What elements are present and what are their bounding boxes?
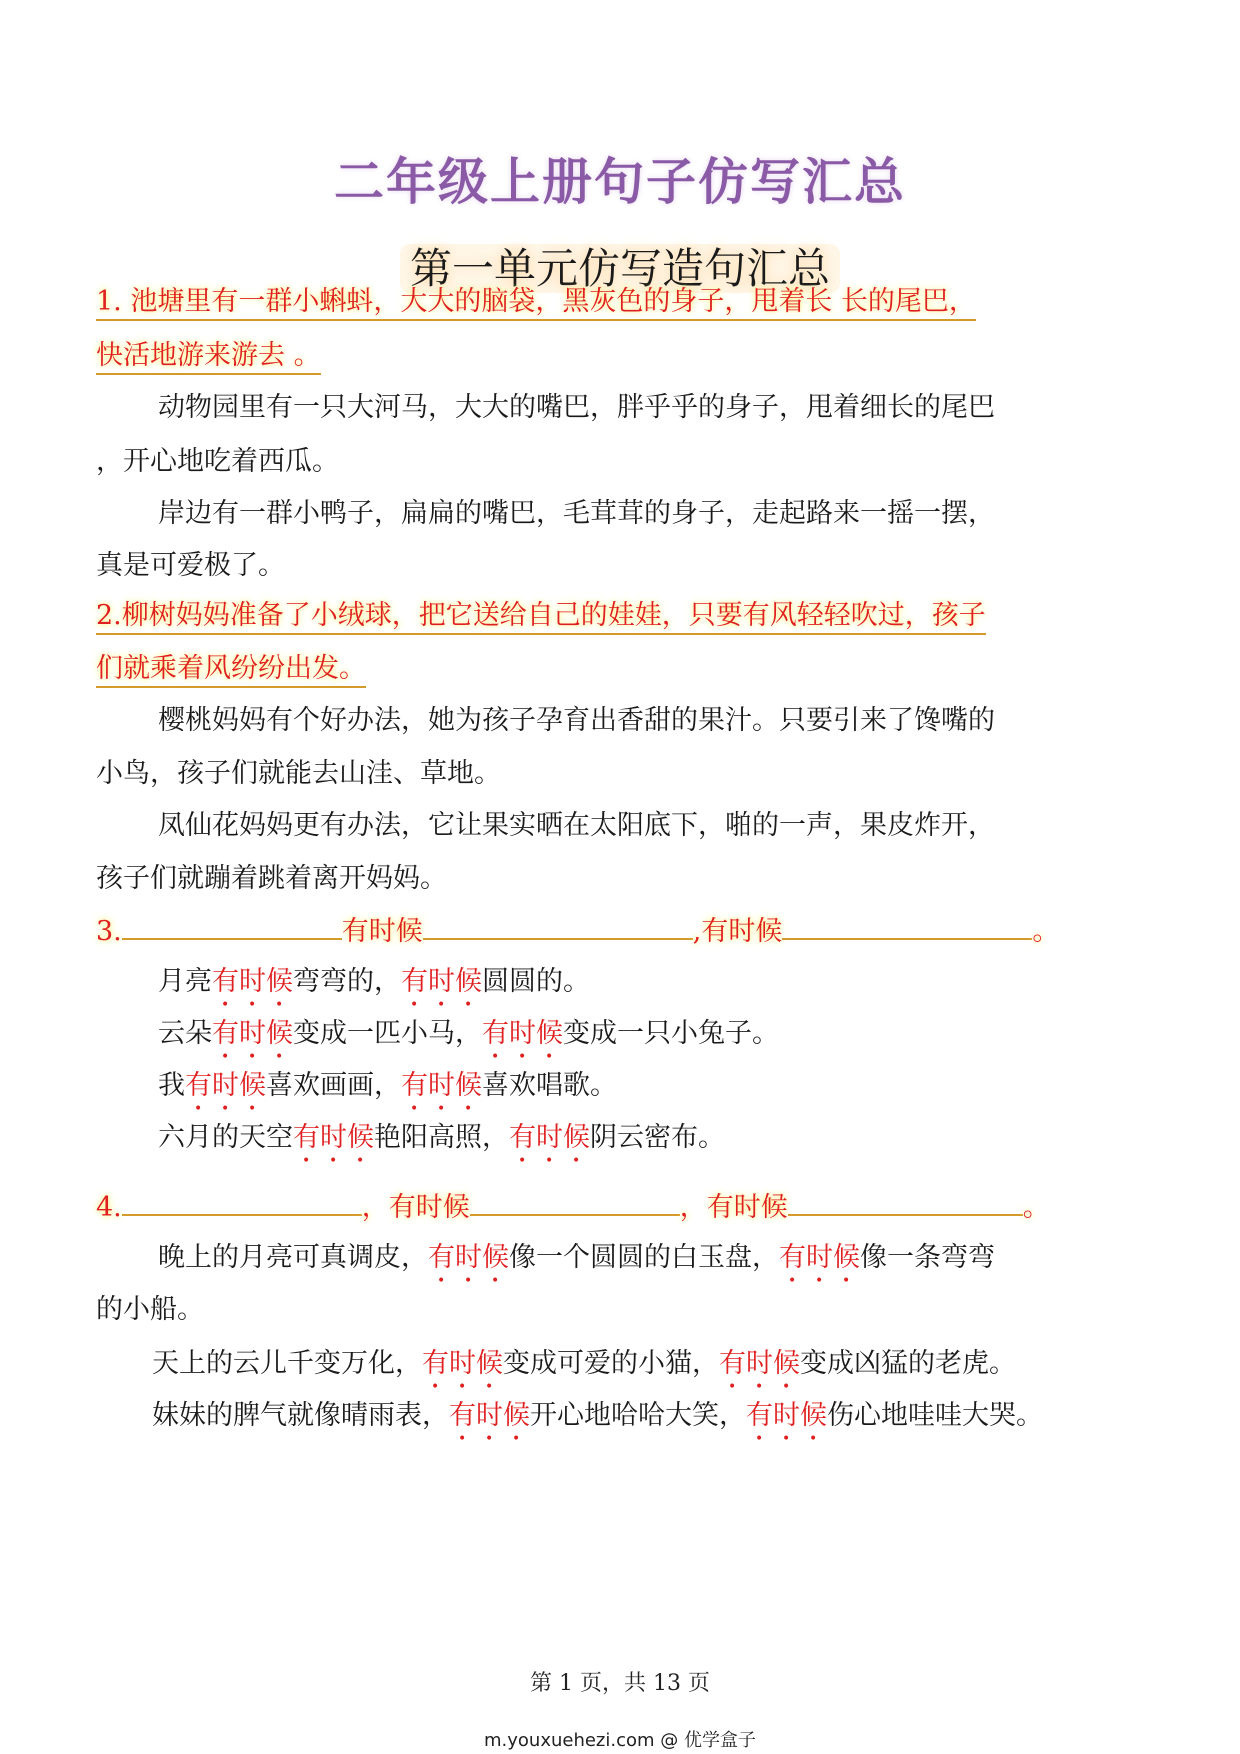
keyword-highlight: 有时候 [482, 1018, 563, 1049]
q2-line-1: 2.柳树妈妈准备了小绒球，把它送给自己的娃娃，只要有风轻轻吹过，孩子 [96, 598, 986, 634]
q2-line-2: 们就乘着风纷纷出发。 [96, 651, 366, 687]
q4-number: 4. [96, 1192, 122, 1223]
q3-keyword-1: 有时候 [341, 916, 423, 947]
keyword-highlight: 有时候 [779, 1242, 860, 1273]
keyword-highlight: 有时候 [428, 1242, 509, 1273]
q3-end: 。 [1032, 916, 1060, 947]
q3-number: 3. [96, 916, 122, 947]
q4-keyword-1: ，有时候 [361, 1192, 470, 1223]
q3-blank-3 [782, 912, 1032, 940]
q4-example-3: 妹妹的脾气就像晴雨表，有时候开心地哈哈大笑，有时候伤心地哇哇大哭。 [152, 1400, 1043, 1431]
q4-end: 。 [1022, 1192, 1050, 1223]
q3-example-3: 我有时候喜欢画画，有时候喜欢唱歌。 [158, 1070, 617, 1101]
keyword-highlight: 有时候 [422, 1348, 503, 1379]
keyword-highlight: 有时候 [401, 1070, 482, 1101]
q1-example-2-cont: 真是可爱极了。 [96, 550, 285, 581]
page-number: 第 1 页，共 13 页 [530, 1671, 710, 1696]
q1-line-1: 1. 池塘里有一群小蝌蚪，大大的脑袋，黑灰色的身子，甩着长 长的尾巴， [96, 284, 976, 320]
q2-example-2: 凤仙花妈妈更有办法，它让果实晒在太阳底下，啪的一声，果皮炸开， [158, 810, 995, 841]
keyword-highlight: 有时候 [509, 1122, 590, 1153]
q2-example-1-cont: 小鸟，孩子们就能去山洼、草地。 [96, 758, 501, 789]
q3-pattern [96, 912, 1059, 950]
page-title: 二年级上册句子仿写汇总 [334, 153, 906, 211]
q3-keyword-2: ,有时候 [692, 916, 783, 947]
keyword-highlight: 有时候 [401, 966, 482, 997]
q4-keyword-2: ，有时候 [679, 1192, 788, 1223]
keyword-highlight: 有时候 [746, 1400, 827, 1431]
keyword-highlight: 有时候 [212, 966, 293, 997]
q1-example-2: 岸边有一群小鸭子，扁扁的嘴巴，毛茸茸的身子，走起路来一摇一摆， [158, 498, 995, 529]
keyword-highlight: 有时候 [293, 1122, 374, 1153]
q4-blank-1 [122, 1188, 362, 1216]
keyword-highlight: 有时候 [212, 1018, 293, 1049]
q3-example-4: 六月的天空有时候艳阳高照，有时候阴云密布。 [158, 1122, 725, 1153]
q1-line-2: 快活地游来游去 。 [96, 338, 321, 374]
q1-example-1-cont: ，开心地吃着西瓜。 [96, 446, 339, 477]
q4-blank-3 [788, 1188, 1023, 1216]
keyword-highlight: 有时候 [449, 1400, 530, 1431]
q2-example-1: 樱桃妈妈有个好办法，她为孩子孕育出香甜的果汁。只要引来了馋嘴的 [158, 705, 995, 736]
q3-blank-1 [122, 912, 342, 940]
q4-blank-2 [470, 1188, 680, 1216]
q1-example-1: 动物园里有一只大河马，大大的嘴巴，胖乎乎的身子，甩着细长的尾巴 [158, 392, 995, 423]
site-watermark: m.youxuehezi.com @ 优学盒子 [483, 1730, 756, 1751]
keyword-highlight: 有时候 [185, 1070, 266, 1101]
unit-title-text: 第一单元仿写造句汇总 [400, 244, 840, 293]
q2-example-2-cont: 孩子们就蹦着跳着离开妈妈。 [96, 863, 447, 894]
q4-example-1-cont: 的小船。 [96, 1294, 204, 1325]
q3-example-2: 云朵有时候变成一匹小马，有时候变成一只小兔子。 [158, 1018, 779, 1049]
q3-blank-2 [423, 912, 693, 940]
q4-pattern [96, 1188, 1050, 1226]
q4-example-2: 天上的云儿千变万化，有时候变成可爱的小猫，有时候变成凶猛的老虎。 [152, 1348, 1016, 1379]
keyword-highlight: 有时候 [719, 1348, 800, 1379]
q3-example-1: 月亮有时候弯弯的，有时候圆圆的。 [158, 966, 590, 997]
q4-example-1: 晚上的月亮可真调皮，有时候像一个圆圆的白玉盘，有时候像一条弯弯 [158, 1242, 995, 1273]
